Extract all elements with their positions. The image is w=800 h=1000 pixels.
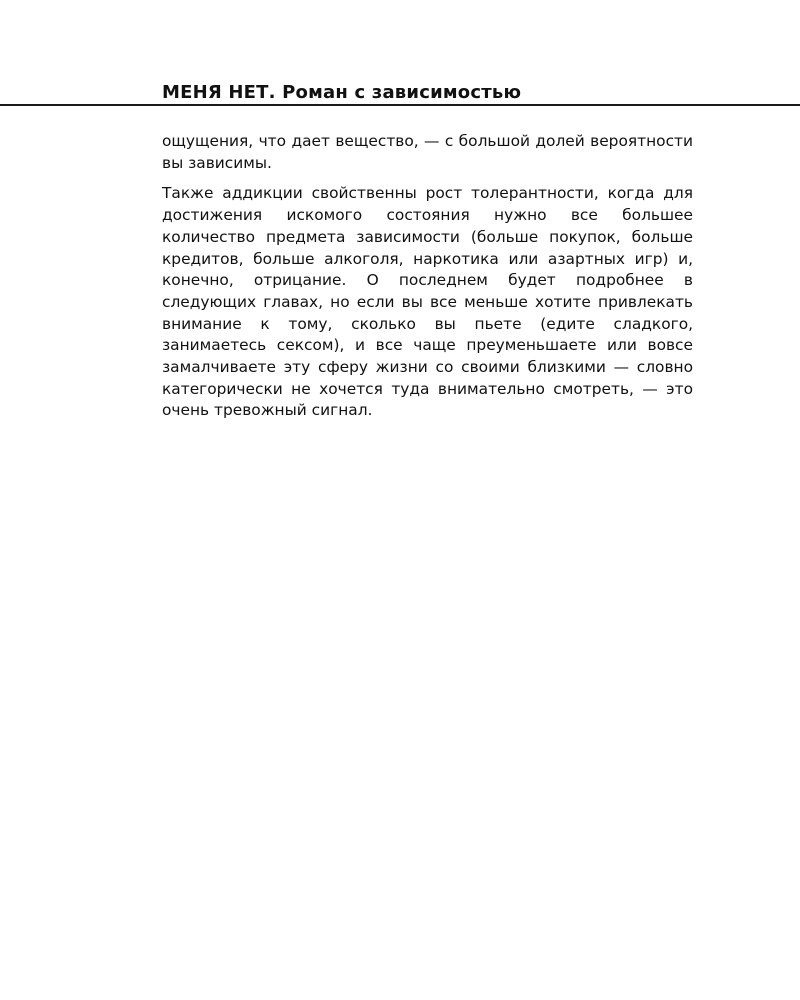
- paragraph-addiction-signs: Также аддикции свойственны рост толерантности, когда для достижения искомого состояния нужно все большее количество предмета зависимости (больше покупок, больше кредитов, больше алкоголя, наркотика или азартных игр) и, конечно, отрицание. О последнем будет подробнее в следующих главах, но если вы все меньше хотите привлекать внимание к тому, сколько вы пьете (едите сладкого, занимаетесь сексом), и все чаще преуменьшаете или вовсе замалчиваете эту сферу жизни со своими близкими — словно категорически не хочется туда внимательно смотреть, — это очень тревожный сигнал.: [162, 184, 693, 420]
- running-header-title: МЕНЯ НЕТ. Роман с зависимостью: [162, 82, 522, 103]
- header-divider: [0, 104, 800, 106]
- paragraph-continuation: ощущения, что дает вещество, — с большой долей вероятности вы зависимы.: [162, 132, 693, 172]
- page-body: [162, 131, 693, 422]
